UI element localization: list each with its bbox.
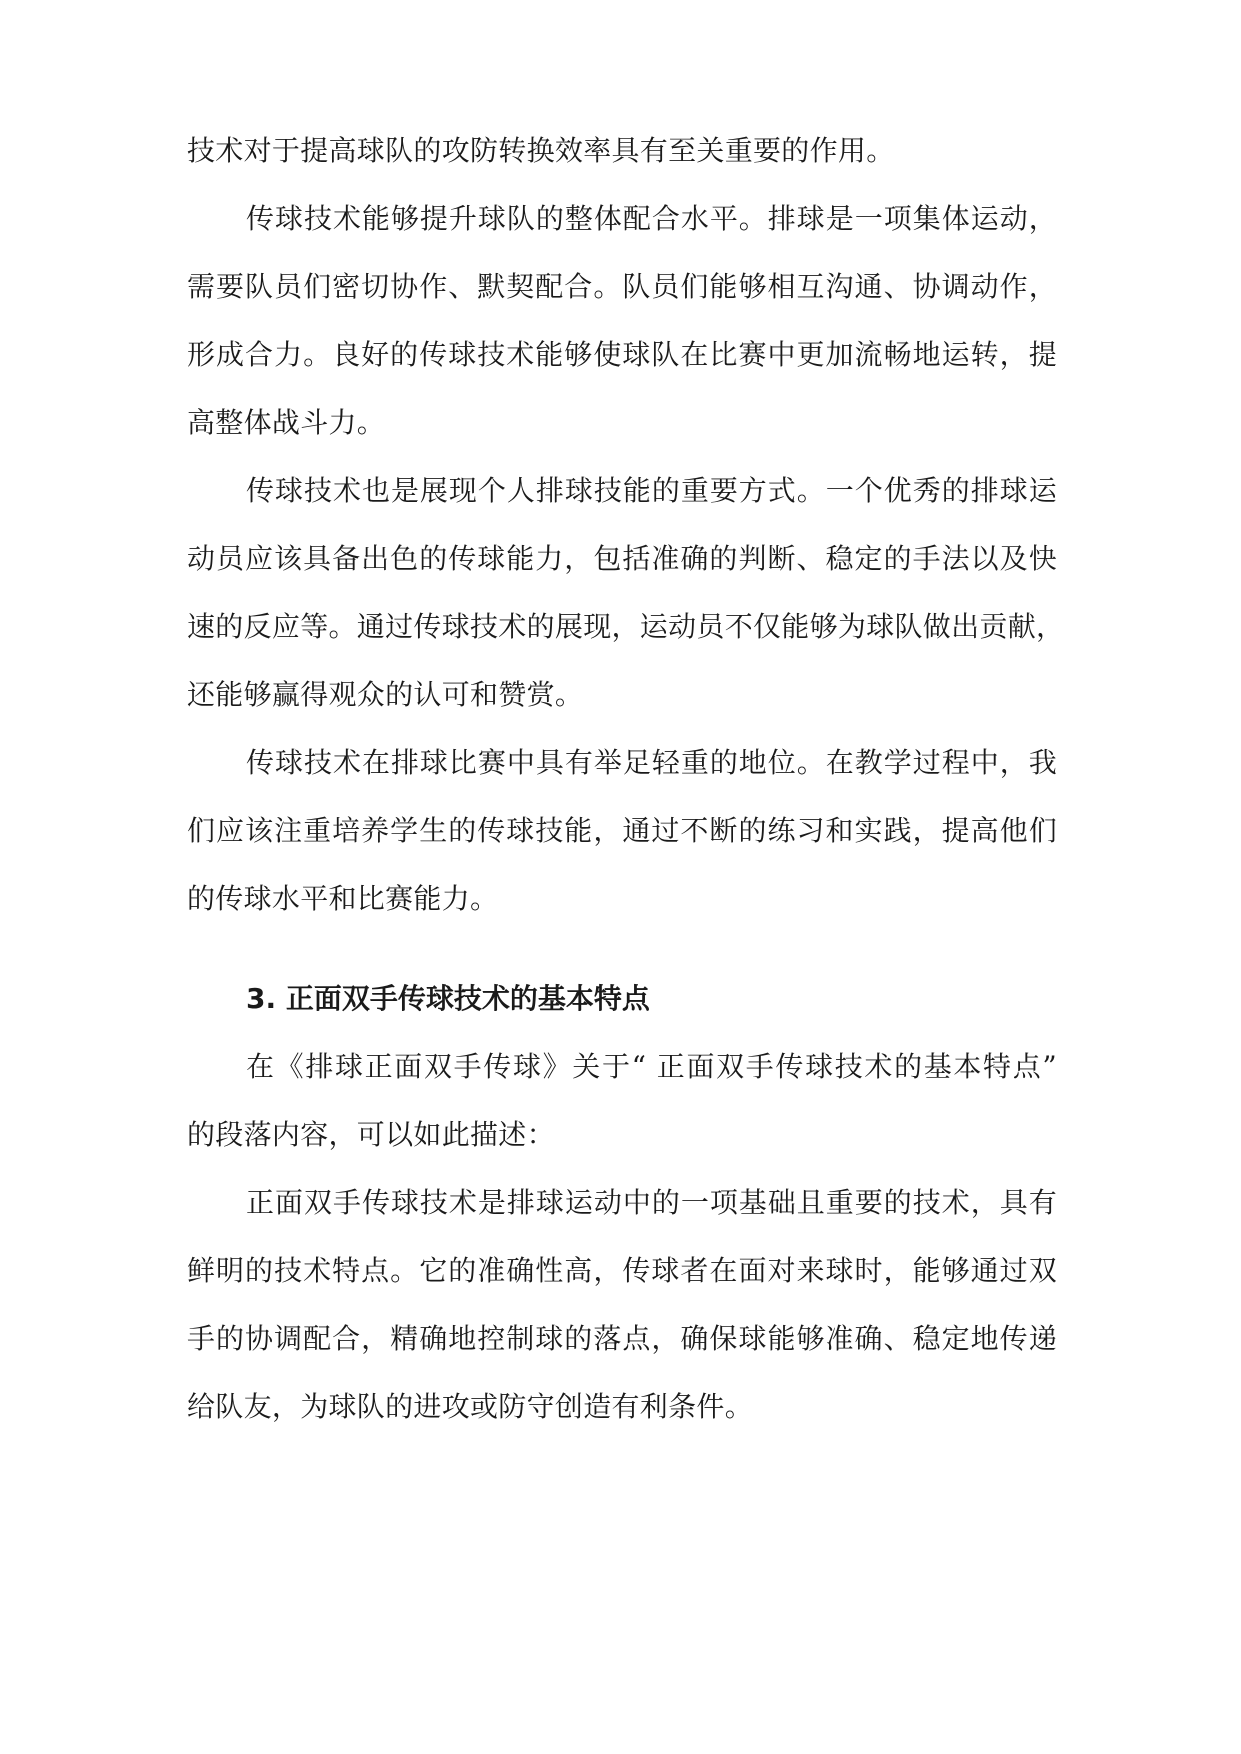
text-line: 速的反应等。通过传球技术的展现，运动员不仅能够为球队做出贡献， xyxy=(187,610,1065,643)
text-line: 动员应该具备出色的传球能力，包括准确的判断、稳定的手法以及快 xyxy=(187,542,1057,575)
text-line: 传球技术也是展现个人排球技能的重要方式。一个优秀的排球运 xyxy=(246,474,1057,507)
text-line: 鲜明的技术特点。它的准确性高，传球者在面对来球时，能够通过双 xyxy=(187,1254,1057,1287)
text-line: 高整体战斗力。 xyxy=(187,406,386,439)
text-line: 传球技术在排球比赛中具有举足轻重的地位。在教学过程中，我 xyxy=(246,746,1057,779)
text-line: 们应该注重培养学生的传球技能，通过不断的练习和实践，提高他们 xyxy=(187,814,1057,847)
section-heading: 3. 正面双手传球技术的基本特点 xyxy=(246,982,650,1015)
text-line: 手的协调配合，精确地控制球的落点，确保球能够准确、稳定地传递 xyxy=(187,1322,1057,1355)
text-line: 传球技术能够提升球队的整体配合水平。排球是一项集体运动， xyxy=(246,202,1057,235)
text-line: 给队友，为球队的进攻或防守创造有利条件。 xyxy=(187,1390,754,1423)
text-line: 正面双手传球技术是排球运动中的一项基础且重要的技术，具有 xyxy=(246,1186,1057,1219)
text-line: 需要队员们密切协作、默契配合。队员们能够相互沟通、协调动作， xyxy=(187,270,1057,303)
text-line: 技术对于提高球队的攻防转换效率具有至关重要的作用。 xyxy=(187,134,895,167)
text-line: 还能够赢得观众的认可和赞赏。 xyxy=(187,678,584,711)
text-line: 在《排球正面双手传球》关于“ 正面双手传球技术的基本特点” xyxy=(246,1050,1057,1083)
text-line: 的传球水平和比赛能力。 xyxy=(187,882,499,915)
text-line: 的段落内容，可以如此描述： xyxy=(187,1118,555,1151)
text-line: 形成合力。良好的传球技术能够使球队在比赛中更加流畅地运转，提 xyxy=(187,338,1057,371)
